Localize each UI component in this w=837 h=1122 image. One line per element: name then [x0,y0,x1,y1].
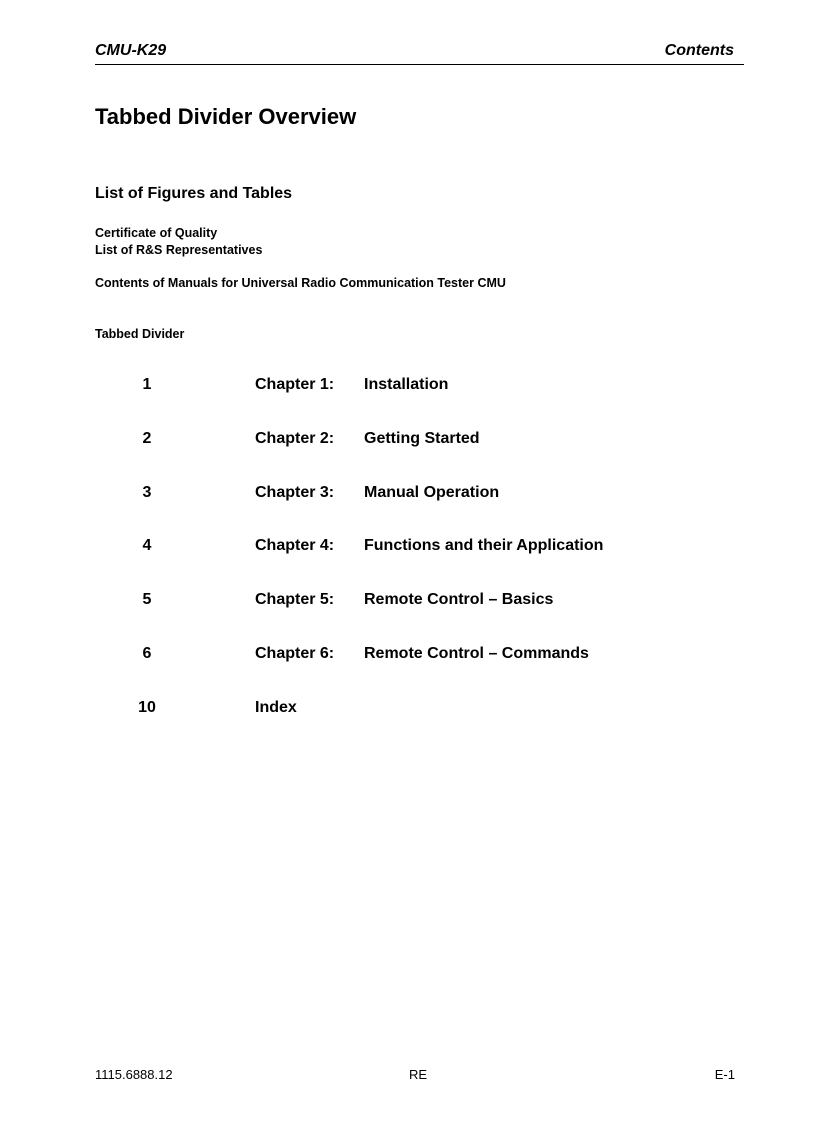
tab-number: 6 [142,645,152,662]
tab-number: 1 [142,376,152,393]
tab-title: Functions and their Application [364,537,604,554]
tab-chapter: Chapter 3: [255,484,335,501]
tab-chapter: Index [255,699,297,716]
tab-number: 2 [142,430,152,447]
tab-row [0,537,837,561]
footer-doc-number: 1115.6888.12 [95,1067,173,1082]
list-heading: List of Figures and Tables [95,185,293,202]
tab-number: 3 [142,484,152,501]
tabbed-divider-label: Tabbed Divider [95,327,185,341]
page-title: Tabbed Divider Overview [95,104,357,129]
certificate-line: Certificate of Quality [95,226,218,240]
contents-manuals-line: Contents of Manuals for Universal Radio Communication Tester CMU [95,276,506,290]
tab-row [0,376,837,400]
tab-title: Manual Operation [364,484,500,501]
tab-number: 5 [142,591,152,608]
tab-title: Remote Control – Basics [364,591,554,608]
tab-chapter: Chapter 6: [255,645,335,662]
tab-chapter: Chapter 4: [255,537,335,554]
tab-row [0,591,837,615]
tab-number: 4 [142,537,152,554]
tab-row [0,699,837,723]
header-section: Contents [664,42,734,59]
tab-row [0,645,837,669]
tab-chapter: Chapter 2: [255,430,335,447]
tab-row [0,430,837,454]
footer-page-number: E-1 [714,1067,735,1082]
tab-title: Installation [364,376,449,393]
footer-code: RE [409,1067,428,1082]
header-doc-id: CMU-K29 [95,42,167,59]
tab-row [0,484,837,508]
tab-chapter: Chapter 5: [255,591,335,608]
tab-title: Getting Started [364,430,480,447]
tab-chapter: Chapter 1: [255,376,335,393]
page-header [95,42,744,65]
tab-number: 10 [138,699,156,716]
tab-title: Remote Control – Commands [364,645,589,662]
representatives-line: List of R&S Representatives [95,243,263,257]
